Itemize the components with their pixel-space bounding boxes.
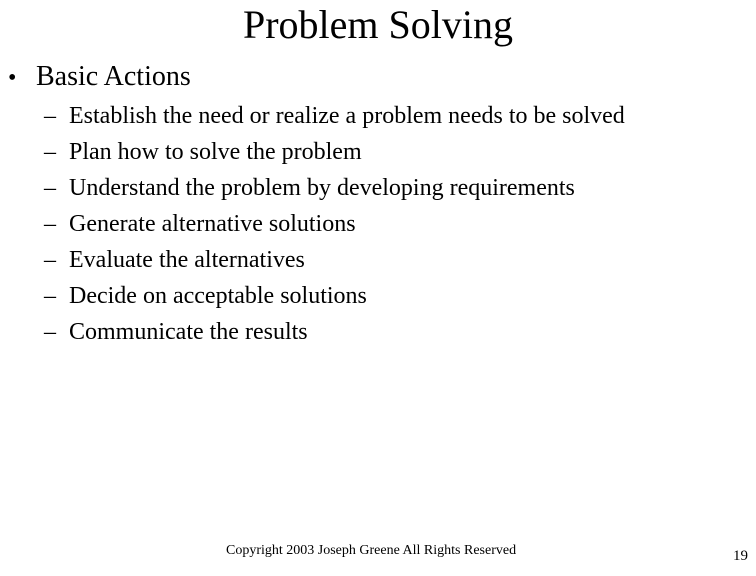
sub-bullet-text: Communicate the results <box>69 319 308 345</box>
bullet-marker: • <box>8 65 17 91</box>
sub-bullet-text: Generate alternative solutions <box>69 211 356 237</box>
slide-title: Problem Solving <box>242 2 514 47</box>
sub-bullet-marker: – <box>44 211 56 237</box>
sub-bullet-item <box>0 134 756 170</box>
sub-bullet-text: Plan how to solve the problem <box>69 139 362 165</box>
sub-bullet-marker: – <box>44 283 56 309</box>
sub-bullet-text: Understand the problem by developing requirements <box>69 175 575 201</box>
sub-bullet-item <box>0 278 756 314</box>
page-number: 19 <box>733 548 748 564</box>
sub-bullet-text: Establish the need or realize a problem needs to be solved <box>69 103 625 129</box>
sub-bullet-text: Evaluate the alternatives <box>69 247 305 273</box>
sub-bullet-item <box>0 170 756 206</box>
sub-bullet-marker: – <box>44 247 56 273</box>
bullet-text: Basic Actions <box>36 61 191 92</box>
sub-bullet-item <box>0 98 756 134</box>
bullet-item <box>0 58 756 96</box>
sub-bullet-item <box>0 314 756 350</box>
sub-bullet-item <box>0 206 756 242</box>
sub-bullet-text: Decide on acceptable solutions <box>69 283 367 309</box>
copyright-footer: Copyright 2003 Joseph Greene All Rights Reserved <box>226 543 517 558</box>
sub-bullet-marker: – <box>44 103 56 129</box>
sub-bullet-marker: – <box>44 139 56 165</box>
sub-bullet-marker: – <box>44 319 56 345</box>
sub-bullet-marker: – <box>44 175 56 201</box>
sub-bullet-list <box>0 98 756 350</box>
sub-bullet-item <box>0 242 756 278</box>
